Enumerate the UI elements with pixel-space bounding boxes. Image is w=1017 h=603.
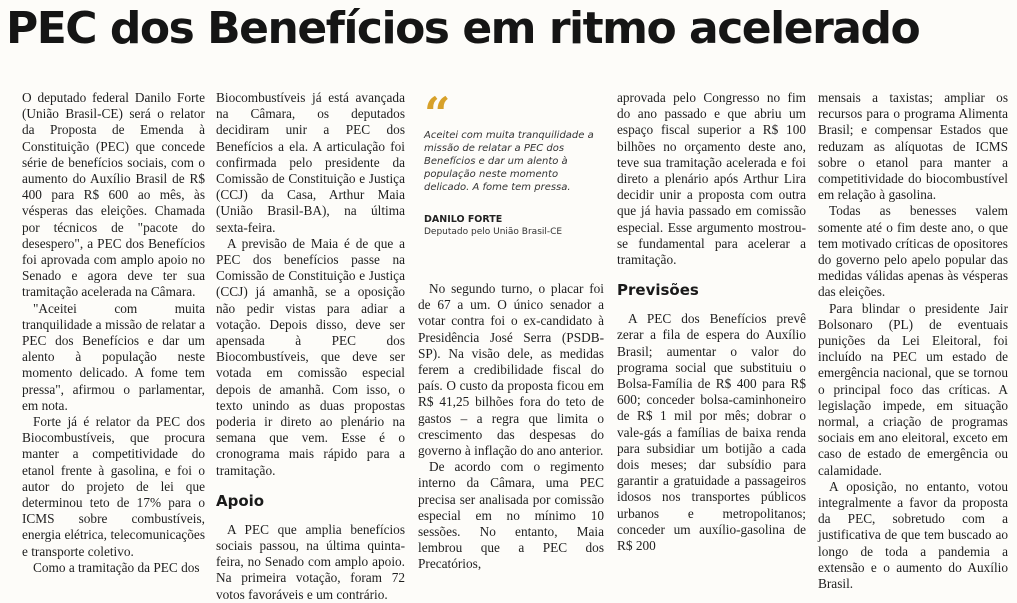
quote-author: DANILO FORTE: [424, 214, 503, 225]
paragraph: Forte já é relator da PEC dos Biocombustíveis, que procura manter a competitividade do etanol frente à gasolina, e foi o autor do projeto de lei que determinou teto de 17% para o ICMS sobre combustíveis, energia elétrica, telecomunicações e transporte coletivo.: [22, 414, 205, 559]
pull-quote: [424, 87, 602, 237]
article-column-2: [216, 90, 405, 603]
paragraph: mensais a taxistas; ampliar os recursos para o programa Alimenta Brasil; e compensar Estados que reduzam as alíquotas de ICMS sobre o etanol para manter a competitividade do biocombustível em relação à gasolina.: [818, 90, 1008, 203]
paragraph: A PEC dos Benefícios prevê zerar a fila de espera do Auxílio Brasil; aumentar o valor do programa social que substituiu o Bolsa-Família de R$ 400 para R$ 600; conceder bolsa-caminhoneiro de R$ 1 mil por mês; dobrar o vale-gás a famílias de baixa renda para subsidiar um botijão a cada dois meses; dar subsídio para garantir a gratuidade a passageiros idosos nos transportes públicos urbanos e metropolitanos; conceder um auxílio-gasolina de R$ 200: [617, 311, 806, 554]
paragraph: Para blindar o presidente Jair Bolsonaro (PL) de eventuais punições da Lei Eleitoral, foi incluído na PEC um estado de emergência nacional, que se tornou o principal foco das críticas. A legislação impede, em situação normal, a criação de programas sociais em ano eleitoral, exceto em caso de estado de emergência ou calamidade.: [818, 300, 1008, 478]
paragraph: A previsão de Maia é de que a PEC dos benefícios passe na Comissão de Constituição e Justiça (CCJ) já amanhã, se a oposição não pedir vistas para adiar a votação. Depois disso, deve ser apensada à PEC dos Biocombustíveis, que deve ser votada em comissão especial depois de amanhã. Com isso, o texto unindo as duas propostas poderia ir direto ao plenário na semana que vem. Esse é o cronograma mais rápido para a tramitação.: [216, 235, 405, 478]
quote-mark-icon: “: [424, 87, 451, 141]
subheading-previsoes: Previsões: [617, 281, 699, 300]
paragraph: O deputado federal Danilo Forte (União Brasil-CE) será o relator da Proposta de Emenda à Constituição (PEC) que concede série de benefícios sociais, com o aumento do Auxílio Brasil de R$ 400 para R$ 600 ao mês, às vésperas das eleições. Chamada por técnicos de "pacote do desespero", a PEC dos Benefícios foi aprovada com amplo apoio no Senado e agora deve ter sua tramitação acelerada na Câmara.: [22, 90, 205, 300]
paragraph: De acordo com o regimento interno da Câmara, uma PEC precisa ser analisada por comissão especial em no mínimo 10 sessões. No entanto, Maia lembrou que a PEC dos Precatórios,: [418, 459, 604, 572]
paragraph: Biocombustíveis já está avançada na Câmara, os deputados decidiram unir a PEC dos Benefícios a ela. A articulação foi confirmada pelo presidente da Comissão de Constituição e Justiça (CCJ) da Casa, Arthur Maia (União Brasil-BA), na última sexta-feira.: [216, 90, 405, 235]
subheading-apoio: Apoio: [216, 491, 265, 510]
headline: PEC dos Benefícios em ritmo acelerado: [6, 3, 920, 54]
paragraph: No segundo turno, o placar foi de 67 a um. O único senador a votar contra foi o ex-candidato à Presidência José Serra (PSDB-SP). Na visão dele, as medidas ferem a credibilidade fiscal do país. O custo da proposta ficou em R$ 41,25 bilhões fora do teto de gastos – a regra que limita o crescimento das despesas do governo à inflação do ano anterior.: [418, 281, 604, 459]
article-column-1: [22, 90, 205, 576]
paragraph: "Aceitei com muita tranquilidade a missão de relatar a PEC dos Benefícios e dar um alento à população neste momento delicado. A fome tem pressa", afirmou o parlamentar, em nota.: [22, 300, 205, 413]
article-column-4: [617, 90, 806, 554]
paragraph: Todas as benesses valem somente até o fim deste ano, o que tem motivado críticas de opositores do governo pelo apelo popular das medidas válidas apenas às vésperas das eleições.: [818, 203, 1008, 300]
paragraph: aprovada pelo Congresso no fim do ano passado e que abriu um espaço fiscal superior a R$ 100 bilhões no orçamento deste ano, teve sua tramitação acelerada e foi direto a plenário após Arthur Lira decidir unir a proposta com outra que já havia passado em comissão especial. Esse argumento mostrou-se fundamental para acelerar a tramitação.: [617, 90, 806, 268]
quote-text: Aceitei com muita tranquilidade a missão de relatar a PEC dos Benefícios e dar um alento à população neste momento delicado. A fome tem pressa.: [424, 130, 594, 193]
paragraph: A PEC que amplia benefícios sociais passou, na última quinta-feira, no Senado com amplo apoio. Na primeira votação, foram 72 votos favoráveis e um contrário.: [216, 521, 405, 602]
quote-author-role: Deputado pelo União Brasil-CE: [424, 227, 563, 237]
article-column-3: [418, 281, 604, 573]
article-column-5: [818, 90, 1008, 592]
paragraph: Como a tramitação da PEC dos: [33, 559, 200, 575]
paragraph: A oposição, no entanto, votou integralmente a favor da proposta da PEC, sobretudo com a justificativa de que tem buscado ao longo de toda a pandemia a extensão e o aumento do Auxílio Brasil.: [818, 478, 1008, 592]
